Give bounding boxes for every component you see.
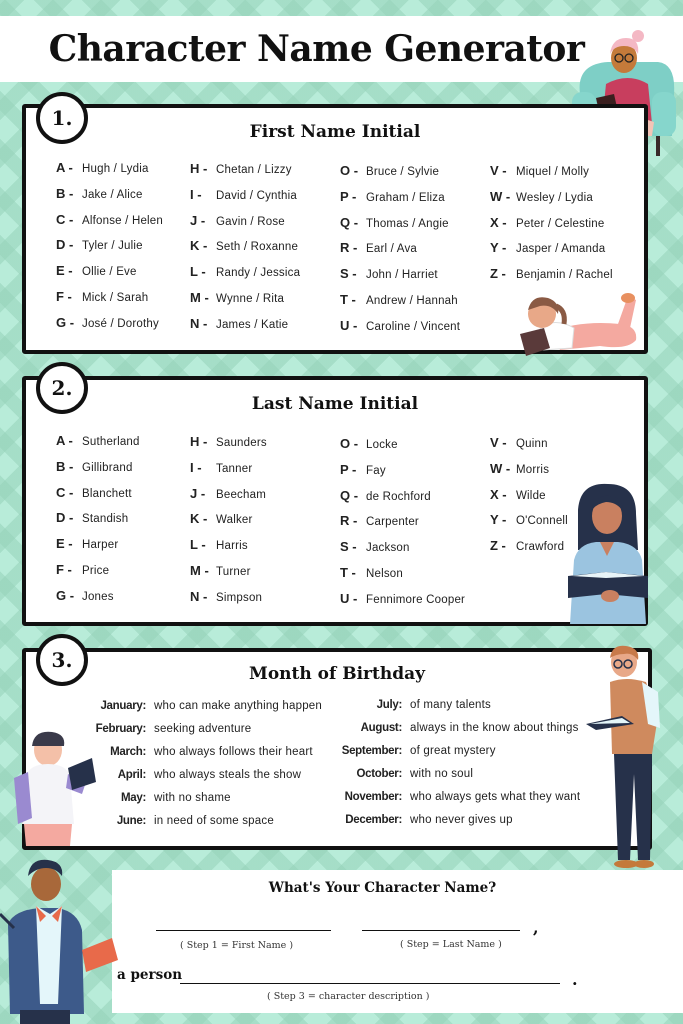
woman-reading-illustration	[566, 480, 650, 624]
list-item: L - Harris	[190, 537, 248, 553]
first-name-hint: ( Step 1 = First Name )	[180, 940, 294, 951]
period: .	[572, 970, 578, 989]
list-item: F - Price	[56, 561, 110, 577]
step1-number-badge: 1.	[36, 92, 88, 144]
list-item: T - Nelson	[340, 564, 403, 580]
list-item: X - Peter / Celestine	[490, 214, 605, 230]
list-item: D - Tyler / Julie	[56, 237, 143, 253]
girl-reading-illustration	[510, 284, 650, 364]
list-item: Y - O'Connell	[490, 512, 568, 528]
list-item: E - Ollie / Eve	[56, 263, 137, 279]
step3-number-badge: 3.	[36, 634, 88, 686]
form-heading: What's Your Character Name?	[268, 880, 497, 896]
step1-column-3	[340, 163, 460, 344]
child-reading-illustration	[8, 728, 100, 846]
list-item: June: in need of some space	[116, 815, 274, 827]
step3-heading: Month of Birthday	[249, 664, 425, 684]
list-item: March: who always follows their heart	[110, 746, 313, 758]
list-item: G - Jones	[56, 587, 114, 603]
character-name-form	[112, 870, 683, 1013]
list-item: N - James / Katie	[190, 315, 289, 331]
teacher-illustration	[0, 854, 120, 1024]
list-item: B - Jake / Alice	[56, 185, 143, 201]
list-item: December: who never gives up	[345, 814, 513, 826]
list-item: U - Caroline / Vincent	[340, 317, 461, 333]
list-item: V - Quinn	[490, 435, 548, 450]
list-item: K - Walker	[190, 511, 253, 527]
step2-column-1	[56, 433, 140, 614]
step3-panel	[22, 648, 652, 850]
list-item: Z - Benjamin / Rachel	[490, 266, 613, 282]
last-name-blank[interactable]	[362, 930, 520, 931]
list-item: K - Seth / Roxanne	[190, 238, 299, 254]
list-item: H - Saunders	[190, 434, 267, 449]
list-item: May: with no shame	[120, 792, 231, 804]
step1-panel	[22, 104, 648, 354]
description-hint: ( Step 3 = character description )	[267, 991, 430, 1002]
step3-column-2	[330, 699, 580, 837]
list-item: M - Wynne / Rita	[190, 289, 285, 305]
page-title: Character Name Generator	[48, 28, 585, 70]
list-item: Q - Thomas / Angie	[340, 214, 449, 230]
step1-heading: First Name Initial	[249, 122, 421, 142]
list-item: Z - Crawford	[490, 538, 565, 554]
list-item: A - Sutherland	[56, 433, 140, 448]
first-name-blank[interactable]	[156, 930, 331, 931]
list-item: T - Andrew / Hannah	[340, 291, 458, 307]
step2-column-3	[340, 436, 465, 617]
list-item: Y - Jasper / Amanda	[490, 240, 606, 256]
list-item: B - Gillibrand	[56, 458, 133, 474]
step2-column-4	[490, 435, 568, 564]
list-item: July: of many talents	[376, 699, 491, 711]
list-item: O - Locke	[340, 436, 398, 451]
a-person-label: a person	[117, 967, 183, 983]
list-item: W - Wesley / Lydia	[490, 188, 593, 204]
step1-column-4	[490, 163, 613, 292]
list-item: E - Harper	[56, 536, 119, 552]
list-item: R - Earl / Ava	[340, 240, 418, 256]
list-item: November: who always gets what they want	[344, 791, 581, 803]
step2-panel	[22, 376, 648, 626]
list-item: I - Tanner	[190, 459, 253, 475]
list-item: V - Miquel / Molly	[490, 163, 590, 178]
description-blank[interactable]	[180, 983, 560, 984]
list-item: February: seeking adventure	[95, 723, 252, 735]
comma: ,	[533, 918, 539, 937]
list-item: S - Jackson	[340, 539, 410, 555]
list-item: W - Morris	[490, 460, 550, 476]
list-item: January: who can make anything happen	[100, 700, 322, 712]
list-item: M - Turner	[190, 562, 251, 578]
list-item: I - David / Cynthia	[190, 186, 297, 202]
man-reading-illustration	[582, 644, 672, 876]
list-item: P - Fay	[340, 461, 386, 477]
list-item: A - Hugh / Lydia	[56, 160, 149, 175]
list-item: G - José / Dorothy	[56, 314, 159, 330]
step2-heading: Last Name Initial	[251, 394, 419, 414]
list-item: April: who always steals the show	[117, 769, 302, 781]
list-item: C - Blanchett	[56, 484, 132, 500]
list-item: X - Wilde	[490, 486, 546, 502]
list-item: R - Carpenter	[340, 513, 419, 529]
list-item: S - John / Harriet	[340, 266, 438, 282]
list-item: C - Alfonse / Helen	[56, 211, 163, 227]
list-item: J - Gavin / Rose	[190, 212, 285, 228]
list-item: H - Chetan / Lizzy	[190, 161, 292, 176]
list-item: September: of great mystery	[341, 745, 496, 757]
step3-column-1	[76, 700, 322, 838]
last-name-hint: ( Step = Last Name )	[400, 939, 502, 950]
list-item: J - Beecham	[190, 485, 266, 501]
list-item: U - Fennimore Cooper	[340, 590, 466, 606]
list-item: D - Standish	[56, 510, 129, 526]
list-item: L - Randy / Jessica	[190, 264, 301, 280]
step1-column-1	[56, 160, 163, 341]
list-item: F - Mick / Sarah	[56, 288, 149, 304]
list-item: August: always in the know about things	[360, 722, 579, 734]
list-item: October: with no soul	[356, 768, 474, 780]
list-item: N - Simpson	[190, 588, 263, 604]
step2-number-badge: 2.	[36, 362, 88, 414]
step2-column-2	[190, 434, 267, 615]
list-item: O - Bruce / Sylvie	[340, 163, 440, 178]
list-item: Q - de Rochford	[340, 487, 431, 503]
list-item: P - Graham / Eliza	[340, 188, 445, 204]
step1-column-2	[190, 161, 300, 342]
